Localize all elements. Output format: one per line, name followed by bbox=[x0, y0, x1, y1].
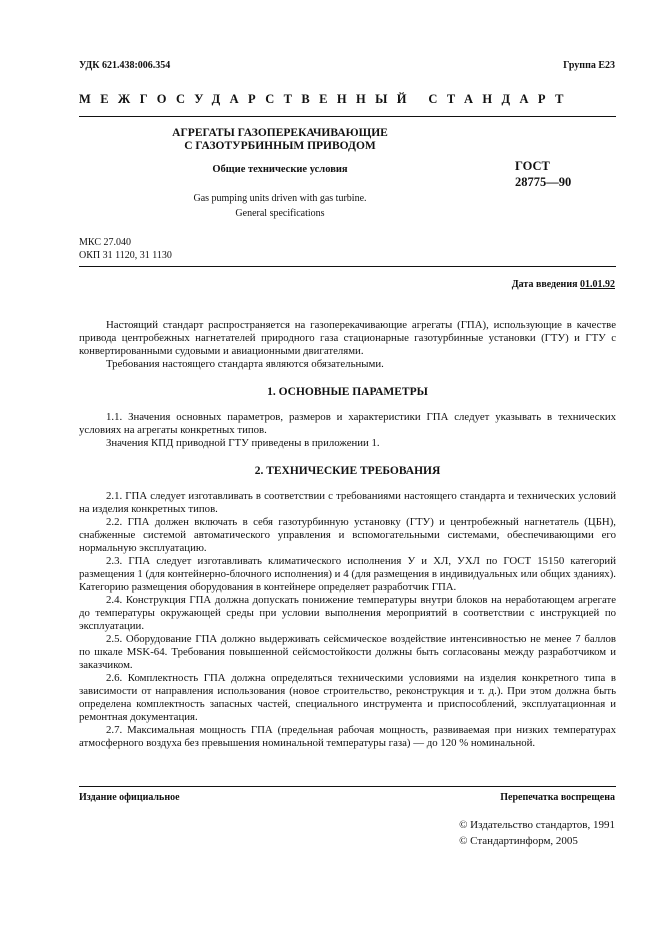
document-body bbox=[79, 319, 616, 750]
header-divider bbox=[79, 116, 616, 117]
section-2-heading: 2. ТЕХНИЧЕСКИЕ ТРЕБОВАНИЯ bbox=[254, 465, 441, 477]
section-2-paragraph: 2.2. ГПА должен включать в себя газотурбинную установку (ГТУ) и центробежный нагнетатель (ЦБН), снабженные системой автоматического управления и вспомогательными системами, обеспечивающими его нормальную эксплуатацию. bbox=[79, 516, 616, 554]
effective-date bbox=[512, 279, 615, 290]
section-1-paragraph: 1.1. Значения основных параметров, размеров и характеристики ГПА следует указывать в технических условиях на агрегаты конкретных типов. bbox=[79, 411, 616, 436]
english-title-line-2: General specifications bbox=[235, 208, 325, 219]
section-2-paragraph: 2.1. ГПА следует изготавливать в соответствии с требованиями настоящего стандарта и технических условий на изделия конкретных типов. bbox=[79, 490, 616, 515]
udk-code: УДК 621.438:006.354 bbox=[79, 60, 171, 71]
section-2-paragraph: 2.4. Конструкция ГПА должна допускать понижение температуры внутри блоков на неработающем агрегате до температуры окружающей среды при условии выполнения мероприятий в соответствии с инструкцией по эксплуатации. bbox=[79, 594, 616, 632]
section-2-paragraph: 2.7. Максимальная мощность ГПА (предельная рабочая мощность, развиваемая при низких температурах атмосферного воздуха без превышения номинальной температуры газа) — до 120 % номинальной. bbox=[79, 724, 616, 749]
copyright-line: © Издательство стандартов, 1991 bbox=[459, 819, 615, 831]
title-block bbox=[120, 127, 440, 221]
section-2-paragraph: 2.3. ГПА следует изготавливать климатического исполнения У и ХЛ, УХЛ по ГОСТ 15150 категорий размещения 1 (для контейнерно-блочного исполнения) и 4 (для размещения в индивидуальных или общих зданиях). Категорию размещения оборудования в контейнере определяет разработчик ГПА. bbox=[79, 555, 616, 593]
section-2-paragraph: 2.6. Комплектность ГПА должна определяться техническими условиями на изделия конкретного типа в зависимости от направления использования (новое строительство, реконструкция и т. д.). При этом должна быть определена комплектность запасных частей, специального инструмента и приспособлений, эксплуатационная и ремонтная документация. bbox=[79, 672, 616, 723]
classification-codes bbox=[79, 236, 172, 262]
subtitle: Общие технические условия bbox=[212, 164, 348, 175]
section-1-paragraph: Значения КПД приводной ГТУ приведены в приложении 1. bbox=[106, 437, 380, 449]
group-code: Группа Е23 bbox=[563, 60, 615, 71]
okp-code: ОКП 31 1120, 31 1130 bbox=[79, 250, 172, 261]
effective-date-value: 01.01.92 bbox=[580, 279, 615, 290]
standard-banner: МЕЖГОСУДАРСТВЕННЫЙ СТАНДАРТ bbox=[79, 92, 573, 106]
section-1-heading: 1. ОСНОВНЫЕ ПАРАМЕТРЫ bbox=[267, 386, 428, 398]
english-title bbox=[120, 191, 440, 221]
copyright-block bbox=[459, 817, 615, 849]
english-title-line-1: Gas pumping units driven with gas turbine. bbox=[193, 193, 367, 204]
footer-divider bbox=[79, 786, 616, 787]
copyright-line: © Стандартинформ, 2005 bbox=[459, 835, 578, 847]
title-line-1: АГРЕГАТЫ ГАЗОПЕРЕКАЧИВАЮЩИЕ bbox=[172, 127, 388, 139]
intro-paragraph: Требования настоящего стандарта являются обязательными. bbox=[106, 358, 384, 370]
official-edition-note: Издание официальное bbox=[79, 792, 180, 803]
section-2-paragraph: 2.5. Оборудование ГПА должно выдерживать сейсмическое воздействие интенсивностью не менее 7 баллов по шкале MSK-64. Требования повышенной сейсмостойкости должны быть согласованы между разработчиком и заказчиком. bbox=[79, 633, 616, 671]
gost-number: 28775—90 bbox=[515, 175, 572, 189]
title-line-2: С ГАЗОТУРБИННЫМ ПРИВОДОМ bbox=[184, 140, 376, 152]
title-divider bbox=[79, 266, 616, 267]
effective-date-label: Дата введения bbox=[511, 279, 578, 290]
intro-paragraph: Настоящий стандарт распространяется на газоперекачивающие агрегаты (ГПА), использующие в качестве привода центробежных нагнетателей природного газа стационарные газотурбинные установки (ГТУ) и ГТУ с конвертированными судовыми и авиационными двигателями. bbox=[79, 319, 616, 357]
mks-code: МКС 27.040 bbox=[79, 237, 131, 248]
gost-designation bbox=[515, 158, 571, 190]
gost-label: ГОСТ bbox=[515, 159, 550, 173]
reprint-prohibited-note: Перепечатка воспрещена bbox=[500, 792, 615, 803]
